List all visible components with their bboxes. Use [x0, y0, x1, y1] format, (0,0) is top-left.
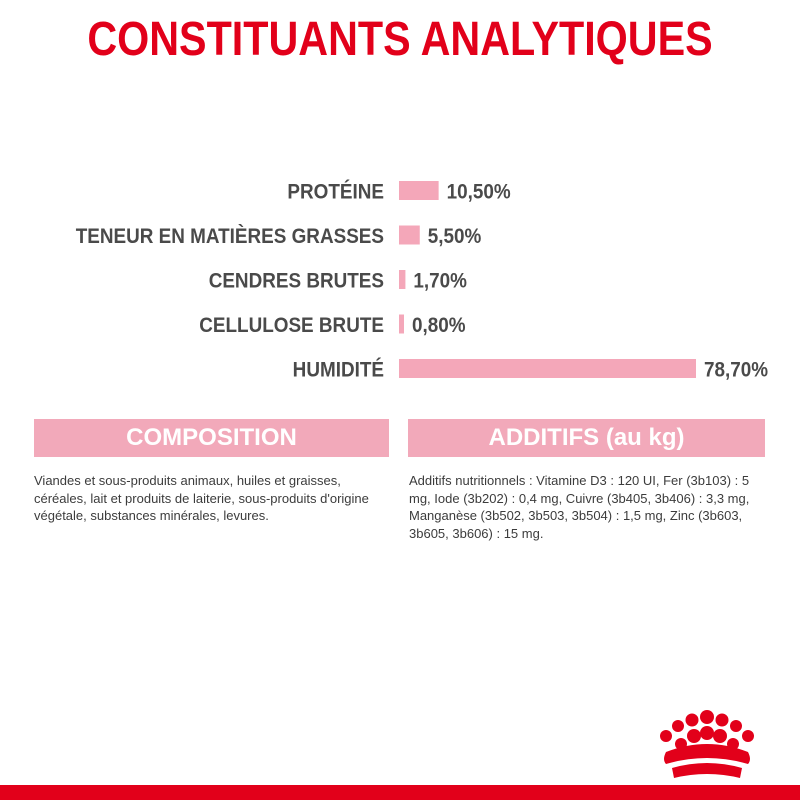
category-label: PROTÉINE — [287, 180, 385, 204]
value-bar — [399, 359, 696, 378]
category-label: TENEUR EN MATIÈRES GRASSES — [75, 225, 385, 249]
value-bar — [399, 181, 439, 200]
composition-header-label: COMPOSITION — [126, 424, 297, 451]
value-label: 5,50% — [427, 225, 482, 249]
value-bar — [399, 226, 420, 245]
royal-canin-crown-icon — [652, 706, 762, 786]
value-bar — [399, 270, 405, 289]
brand-bottom-bar — [0, 785, 800, 800]
additifs-text: Additifs nutritionnels : Vitamine D3 : 120 UI, Fer (3b103) : 5 mg, Iode (3b202) : 0,4 mg, Cuivre (3b405, 3b406) : 3,3 mg, Manganèse (3b502, 3b503, 3b504) : 1,5 mg, Zinc (3b603, 3b605, 3b606) : 15 mg. — [409, 473, 750, 541]
value-label: 10,50% — [446, 180, 511, 204]
page-title: CONSTITUANTS ANALYTIQUES — [87, 13, 713, 66]
analytical-constituents-chart — [0, 160, 800, 390]
category-label: CENDRES BRUTES — [208, 269, 385, 293]
value-bar — [399, 315, 404, 334]
value-label: 1,70% — [413, 269, 467, 293]
composition-header — [34, 419, 389, 457]
value-label: 0,80% — [412, 314, 466, 338]
additifs-header-label: ADDITIFS (au kg) — [488, 424, 685, 451]
category-label: HUMIDITÉ — [292, 358, 385, 382]
value-label: 78,70% — [704, 358, 769, 382]
additifs-header — [408, 419, 765, 457]
composition-text: Viandes et sous-produits animaux, huiles et graisses, céréales, lait et produits de laiterie, sous-produits d'origine végétale, substances minérales, levures. — [34, 473, 369, 523]
category-label: CELLULOSE BRUTE — [199, 314, 385, 338]
